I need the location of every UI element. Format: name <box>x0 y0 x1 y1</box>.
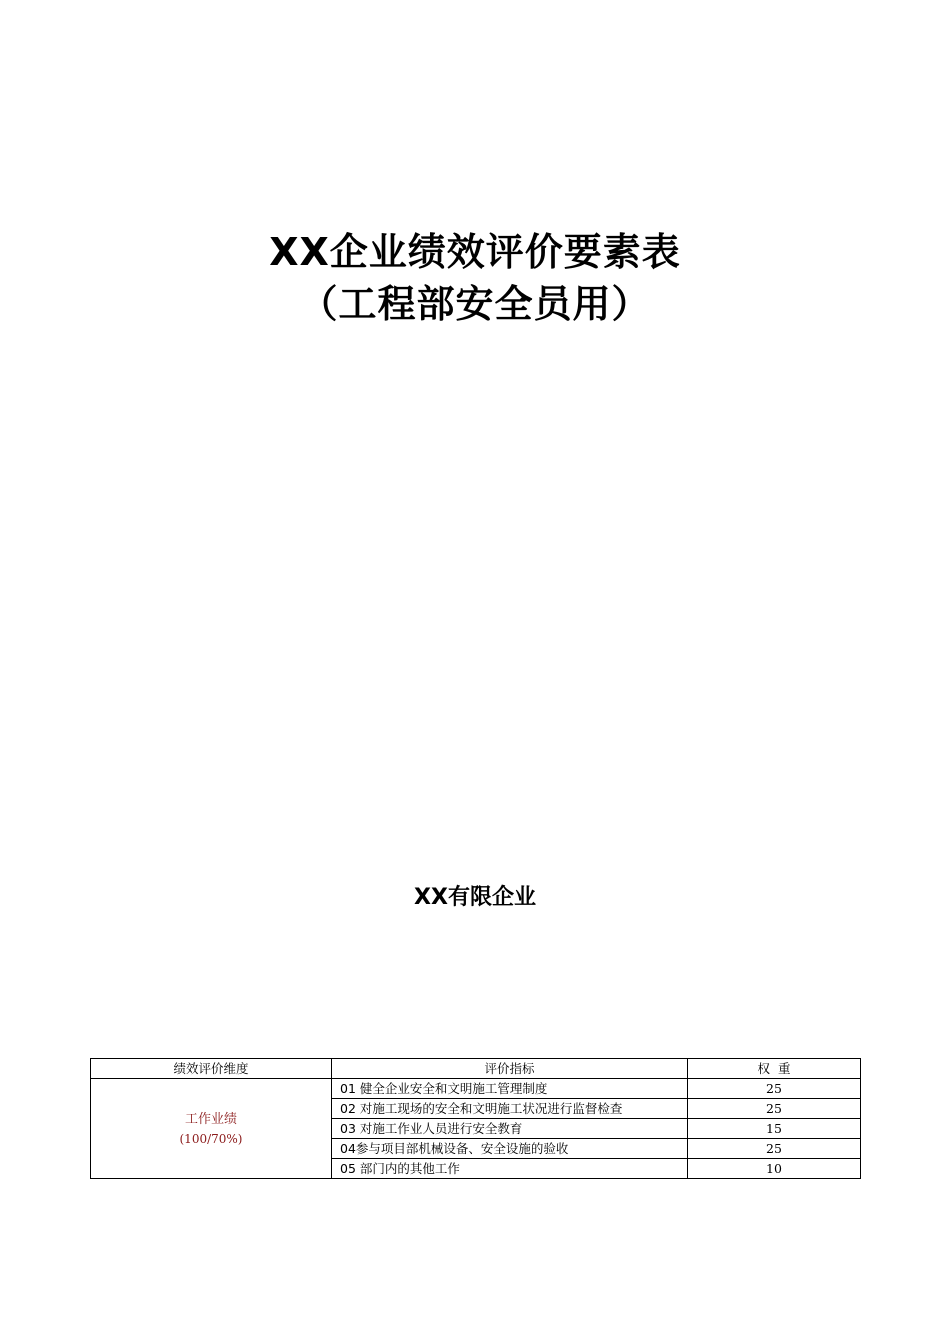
evaluation-table <box>90 1058 861 1179</box>
table-header-row <box>91 1059 861 1079</box>
title-line-1: XX企业绩效评价要素表 <box>269 230 681 274</box>
indicator-cell: 01 健全企业安全和文明施工管理制度 <box>332 1079 688 1099</box>
weight-cell: 25 <box>688 1099 861 1119</box>
weight-cell: 15 <box>688 1119 861 1139</box>
table-row <box>91 1079 861 1099</box>
weight-cell: 10 <box>688 1159 861 1179</box>
indicator-cell: 05 部门内的其他工作 <box>332 1159 688 1179</box>
weight-cell: 25 <box>688 1079 861 1099</box>
title-line-2: （工程部安全员用） <box>299 282 651 326</box>
document-title <box>0 226 950 330</box>
dimension-label: 工作业绩 <box>184 1111 237 1127</box>
header-dimension: 绩效评价维度 <box>91 1059 332 1079</box>
dimension-cell <box>91 1079 332 1179</box>
indicator-cell: 02 对施工现场的安全和文明施工状况进行监督检查 <box>332 1099 688 1119</box>
indicator-cell: 04参与项目部机械设备、安全设施的验收 <box>332 1139 688 1159</box>
dimension-ratio: (100/70%) <box>179 1131 243 1146</box>
header-indicator: 评价指标 <box>332 1059 688 1079</box>
weight-cell: 25 <box>688 1139 861 1159</box>
header-weight: 权 重 <box>688 1059 861 1079</box>
company-name: XX有限企业 <box>414 885 536 910</box>
indicator-cell: 03 对施工作业人员进行安全教育 <box>332 1119 688 1139</box>
